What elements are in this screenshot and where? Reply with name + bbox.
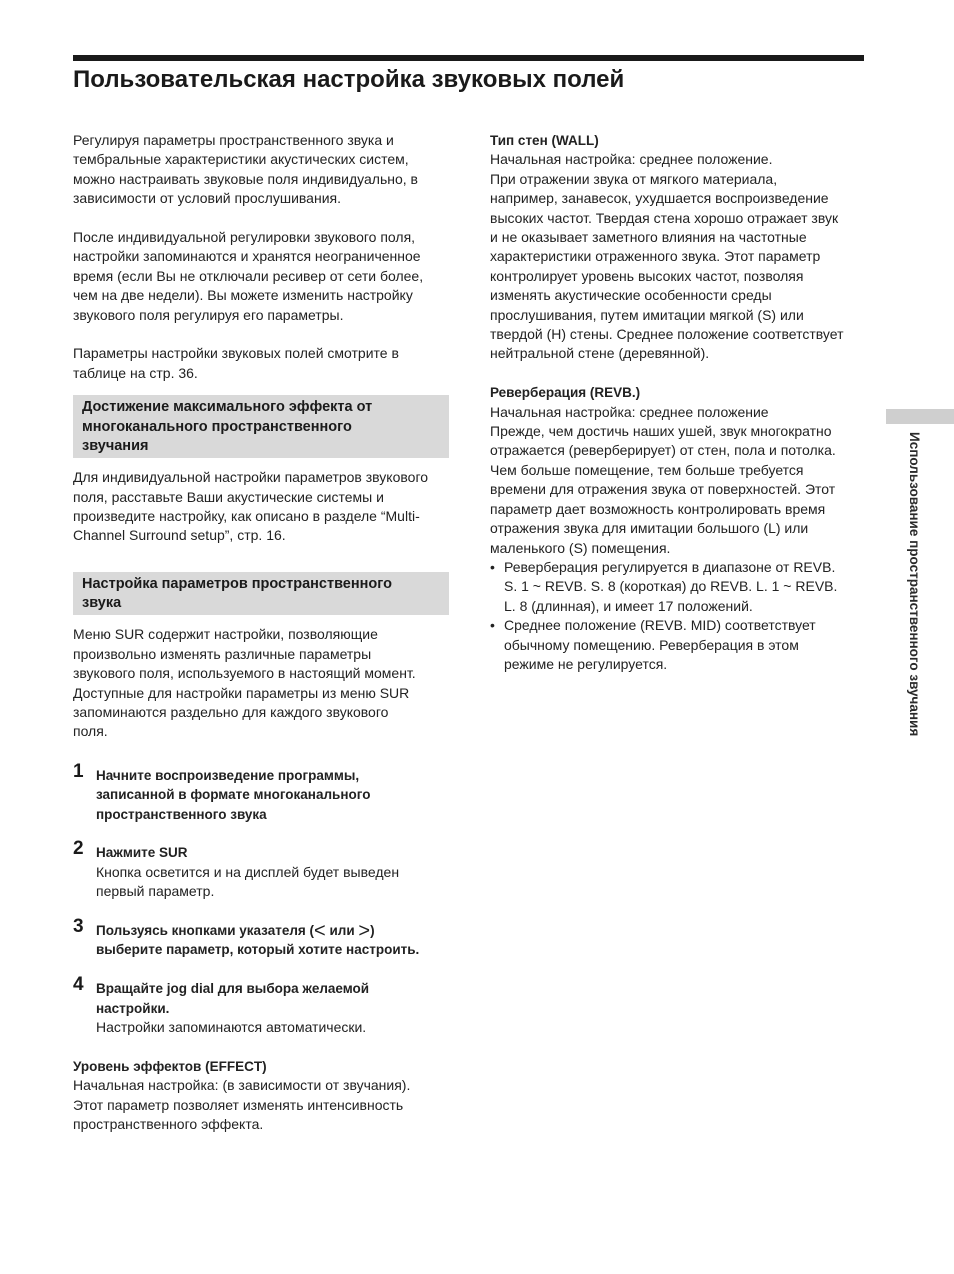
step-title-line: Нажмите SUR <box>96 845 188 861</box>
memory-paragraph <box>73 228 449 325</box>
step-text-line: первый параметр. <box>96 883 215 900</box>
text-line: характеристики отраженного звука. Этот параметр <box>490 248 821 265</box>
step-title-line <box>96 920 449 943</box>
text-line: время (если Вы не отключали ресивер от сети более, <box>73 267 424 284</box>
step-title-part: Пользуясь кнопками указателя ( <box>96 923 315 939</box>
text-line: Начальная настройка: среднее положение. <box>490 151 773 168</box>
right-column <box>490 131 866 674</box>
left-arrow-icon: < <box>314 920 326 943</box>
step-4 <box>73 974 449 1037</box>
heading-line: звука <box>82 595 122 612</box>
heading-line: звучания <box>82 437 149 454</box>
bullet-line: L. 8 (длинная), и имеет 17 положений. <box>504 597 753 614</box>
heading-line: многоканального пространственного <box>82 418 352 435</box>
bullet-line: обычному помещению. Реверберация в этом <box>504 636 799 653</box>
text-line: нейтральной стене (деревянной). <box>490 345 710 362</box>
step-title-line: пространственного звука <box>96 806 267 822</box>
step-2 <box>73 838 449 901</box>
wall-section <box>490 131 866 364</box>
step-1 <box>73 760 449 824</box>
text-line: поля, расставьте Ваши акустические системы и <box>73 488 384 505</box>
text-line: Начальная настройка: (в зависимости от звучания). <box>73 1077 411 1094</box>
text-line: изменять акустические особенности среды <box>490 287 772 304</box>
bullet-item <box>490 616 866 674</box>
text-line: произведите настройку, как описано в разделе “Multi- <box>73 507 420 524</box>
bullet-line: Реверберация регулируется в диапазоне от REVB. <box>504 558 836 575</box>
step-title-line: записанной в формате многоканального <box>96 787 371 803</box>
page-title: Пользовательская настройка звуковых полей <box>73 66 625 93</box>
text-line: настройки запоминаются и хранятся неограниченное <box>73 248 421 265</box>
text-line: времени для отражения звука от поверхностей. Этот <box>490 481 836 498</box>
text-line: Начальная настройка: среднее положение <box>490 403 769 420</box>
revb-section <box>490 383 866 674</box>
text-line: пространственного эффекта. <box>73 1116 264 1133</box>
section-tab-marker <box>886 409 954 424</box>
bullet-line: S. 1 ~ REVB. S. 8 (короткая) до REVB. L. 1 ~ REVB. <box>504 578 838 595</box>
section-tab-label: Использование пространственного звучания <box>907 432 922 737</box>
step-text-line: Настройки запоминаются автоматически. <box>96 1019 367 1036</box>
step-number: 1 <box>73 760 84 782</box>
text-line: таблице на стр. 36. <box>73 364 198 381</box>
text-line: произвольно изменять различные параметры <box>73 645 372 662</box>
bullet-item <box>490 558 866 616</box>
step-number: 3 <box>73 916 84 938</box>
text-line: отражения звука для имитации большого (L) или <box>490 520 809 537</box>
step-title-part: ) <box>370 923 375 939</box>
text-line: маленького (S) помещения. <box>490 539 671 556</box>
step-title-line: Вращайте jog dial для выбора желаемой <box>96 981 370 997</box>
text-line: Параметры настройки звуковых полей смотрите в <box>73 345 399 362</box>
bullet-line: режиме не регулируется. <box>504 655 668 672</box>
step-title-line: выберите параметр, который хотите настроить. <box>96 942 420 958</box>
section-heading-surround-params <box>73 572 449 616</box>
text-line: После индивидуальной регулировки звукового поля, <box>73 229 416 246</box>
text-line: контролирует уровень высоких частот, позволяя <box>490 267 804 284</box>
text-line: высоких частот. Твердая стена хорошо отражает звук <box>490 209 839 226</box>
text-line: например, занавесок, ухудшается воспроизведение <box>490 190 829 207</box>
text-line: отражается (реверберирует) от стен, пола и потолка. <box>490 442 836 459</box>
text-line: Чем больше помещение, тем больше требуется <box>490 461 804 478</box>
heading-line: Достижение максимального эффекта от <box>82 399 373 416</box>
intro-paragraph <box>73 131 449 209</box>
text-line: тембральные характеристики акустических систем, <box>73 151 409 168</box>
text-line: звукового поля, используемого в настоящий момент. <box>73 665 416 682</box>
text-line: и не оказывает заметного влияния на частотные <box>490 229 807 246</box>
step-number: 2 <box>73 838 84 860</box>
text-line: прослушивания, путем имитации мягкой (S) или <box>490 306 804 323</box>
wall-heading: Тип стен (WALL) <box>490 133 599 148</box>
text-line: поля. <box>73 723 108 740</box>
text-line: можно настраивать звуковые поля индивидуально, в <box>73 170 418 187</box>
text-line: параметр дает возможность контролировать время <box>490 500 826 517</box>
text-line: твердой (H) стены. Среднее положение соответствует <box>490 326 844 343</box>
step-3 <box>73 916 449 960</box>
right-arrow-icon: > <box>358 920 371 943</box>
table-reference-paragraph <box>73 344 449 383</box>
heading-line: Настройка параметров пространственного <box>82 575 392 592</box>
text-line: зависимости от условий прослушивания. <box>73 190 341 207</box>
section-heading-multichannel <box>73 395 449 458</box>
text-line: Прежде, чем достичь наших ушей, звук многократно <box>490 423 832 440</box>
left-column <box>73 131 449 1134</box>
text-line: Меню SUR содержит настройки, позволяющие <box>73 626 378 643</box>
step-title-line: настройки. <box>96 1000 170 1016</box>
step-text-line: Кнопка осветится и на дисплей будет выведен <box>96 863 400 880</box>
text-line: Этот параметр позволяет изменять интенсивность <box>73 1096 404 1113</box>
text-line: Доступные для настройки параметры из меню SUR <box>73 684 410 701</box>
step-title-line: Начните воспроизведение программы, <box>96 767 360 783</box>
revb-heading: Реверберация (REVB.) <box>490 385 641 401</box>
text-line: звукового поля регулируя его параметры. <box>73 306 344 323</box>
effect-section <box>73 1057 449 1135</box>
bullet-line: Среднее положение (REVB. MID) соответствует <box>504 617 816 634</box>
text-line: При отражении звука от мягкого материала, <box>490 170 778 187</box>
text-line: Channel Surround setup”, стр. 16. <box>73 527 286 544</box>
effect-heading: Уровень эффектов (EFFECT) <box>73 1058 267 1074</box>
text-line: чем на две недели). Вы можете изменить настройку <box>73 287 413 304</box>
step-title-part: или <box>325 923 359 939</box>
text-line: запоминаются раздельно для каждого звукового <box>73 703 389 720</box>
bullet-marker: • <box>490 558 495 575</box>
multichannel-paragraph <box>73 468 449 546</box>
step-number: 4 <box>73 974 84 996</box>
text-line: Регулируя параметры пространственного звука и <box>73 132 394 148</box>
text-line: Для индивидуальной настройки параметров звукового <box>73 469 429 486</box>
bullet-marker: • <box>490 617 495 634</box>
title-rule <box>73 55 864 61</box>
sur-menu-paragraph <box>73 625 449 741</box>
